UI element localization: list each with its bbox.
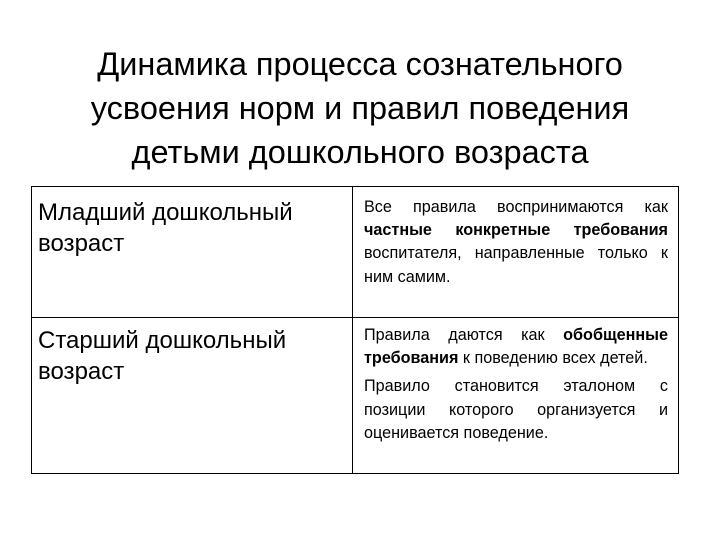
description-cell bbox=[364, 196, 668, 289]
age-group-cell: Младший дошкольный возраст bbox=[38, 199, 293, 257]
title-line-3: детьми дошкольного возраста bbox=[131, 134, 589, 170]
column-divider bbox=[352, 318, 353, 473]
description-text: к поведению всех детей. bbox=[458, 349, 648, 368]
title-line-1: Динамика процесса сознательного bbox=[97, 46, 623, 82]
description-text: Все правила воспринимаются как bbox=[364, 198, 668, 216]
table-row-older bbox=[32, 318, 678, 473]
description-text: Правила даются как bbox=[364, 326, 564, 344]
title-line-2: усвоения норм и правил поведения bbox=[90, 90, 630, 126]
description-cell bbox=[364, 324, 668, 445]
description-paragraph: Правило становится эталоном с позиции которого организуется и оценивается поведение. bbox=[364, 377, 668, 442]
description-paragraph bbox=[364, 196, 668, 289]
page-title bbox=[40, 42, 680, 174]
description-emphasis: обобщенные требования bbox=[364, 326, 668, 368]
description-emphasis: частные конкретные требования bbox=[364, 221, 668, 240]
description-text: воспитателя, направленные только к ним самим. bbox=[364, 244, 668, 286]
table-row-younger bbox=[32, 187, 678, 318]
description-paragraph bbox=[364, 324, 668, 370]
rules-table bbox=[31, 186, 679, 474]
column-divider bbox=[352, 187, 353, 317]
age-group-cell: Старший дошкольный возраст bbox=[38, 327, 287, 385]
